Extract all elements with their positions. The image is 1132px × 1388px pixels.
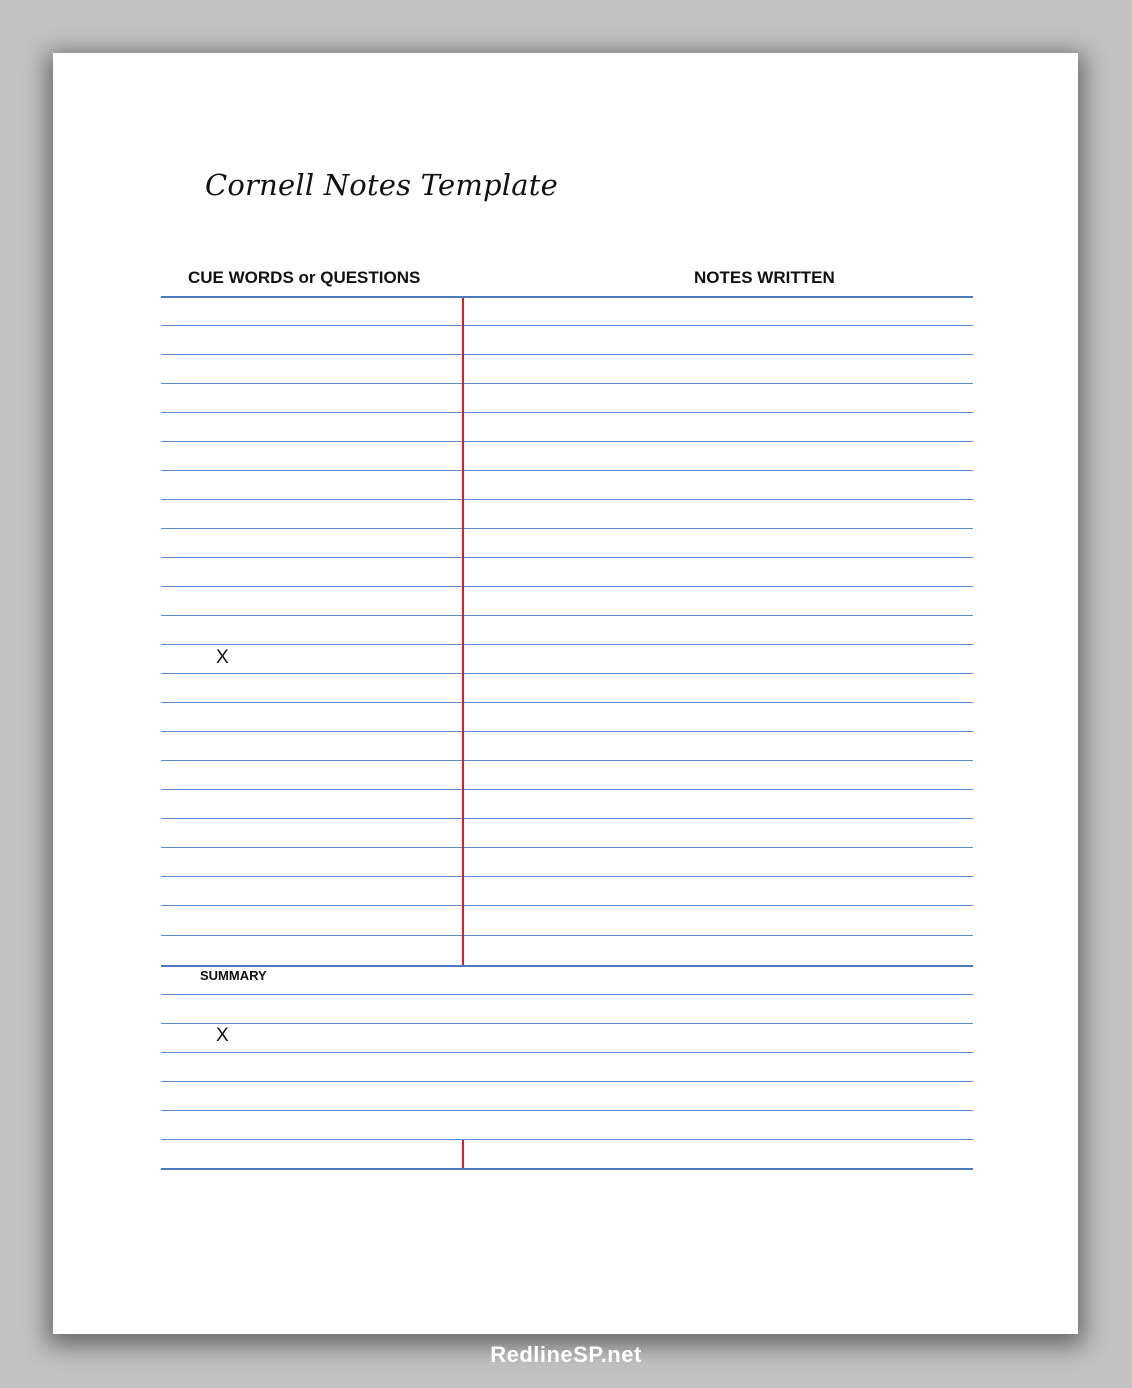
document-title: Cornell Notes Template: [205, 168, 558, 202]
rule-line: [161, 1052, 973, 1053]
rule-line: [161, 383, 973, 384]
rule-line: [161, 702, 973, 703]
rule-line: [161, 1081, 973, 1082]
rule-line: [161, 441, 973, 442]
rule-line: [161, 557, 973, 558]
bottom-rule: [161, 1168, 973, 1170]
rule-line: [161, 731, 973, 732]
rule-line: [161, 1110, 973, 1111]
cue-mark: X: [216, 647, 229, 668]
watermark: RedlineSP.net: [490, 1342, 642, 1367]
rule-line: [161, 586, 973, 587]
rule-line: [161, 760, 973, 761]
rule-line: [161, 1139, 973, 1140]
rule-line: [161, 354, 973, 355]
rule-line: [161, 847, 973, 848]
rule-line: [161, 470, 973, 471]
rule-line: [161, 1023, 973, 1024]
cue-column-header: CUE WORDS or QUESTIONS: [188, 268, 421, 287]
margin-line-stub: [462, 1140, 464, 1168]
rule-line: [161, 412, 973, 413]
rule-line: [161, 673, 973, 674]
rule-line: [161, 935, 973, 936]
rule-line: [161, 499, 973, 500]
rule-line: [161, 818, 973, 819]
notes-column-header: NOTES WRITTEN: [694, 268, 835, 287]
margin-line: [462, 298, 464, 965]
summary-divider: [161, 965, 973, 967]
document-page: [53, 53, 1078, 1334]
rule-line: [161, 905, 973, 906]
rule-line: [161, 528, 973, 529]
rule-line: [161, 876, 973, 877]
rule-line: [161, 789, 973, 790]
rule-line: [161, 644, 973, 645]
rule-line: [161, 615, 973, 616]
header-rule: [161, 296, 973, 298]
summary-mark: X: [216, 1025, 229, 1046]
rule-line: [161, 994, 973, 995]
rule-line: [161, 325, 973, 326]
summary-label: SUMMARY: [200, 968, 267, 983]
